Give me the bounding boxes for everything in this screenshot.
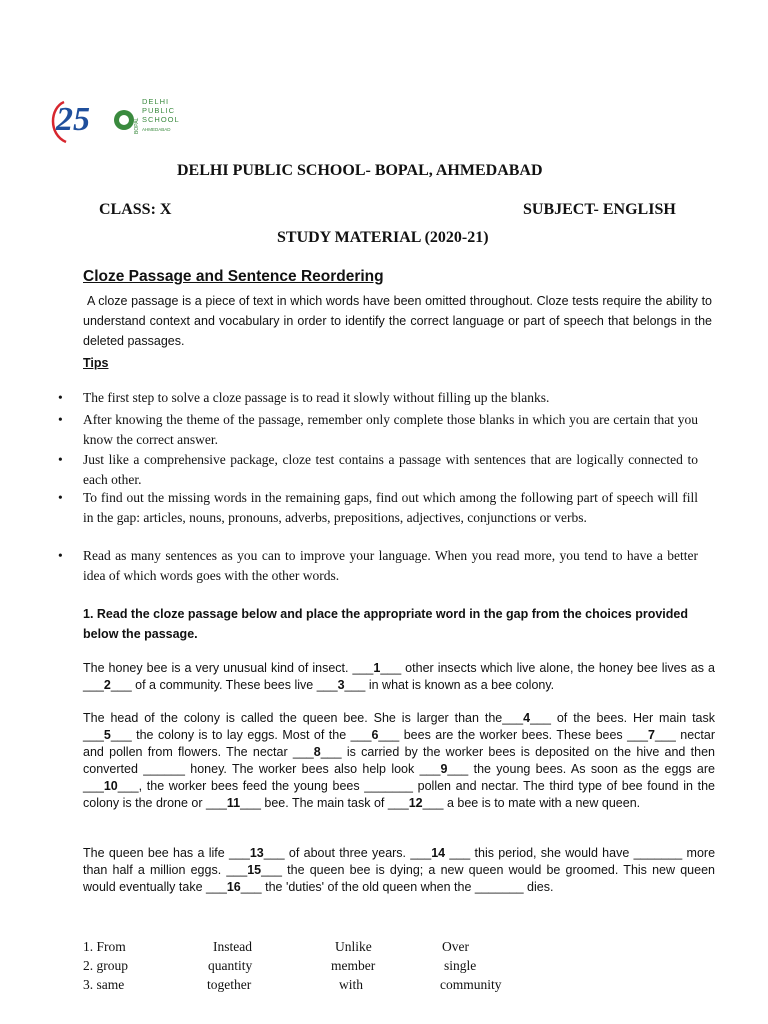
school-name: DELHI PUBLIC SCHOOL- BOPAL, AHMEDABAD [177, 162, 543, 179]
blank-number: 4 [523, 711, 531, 725]
tip-item: • The first step to solve a cloze passage is to read it slowly without filling up the blanks. [58, 388, 698, 408]
option-cell: member [331, 958, 376, 973]
bullet-icon: • [58, 390, 63, 405]
option-cell: Over [442, 939, 469, 954]
logo-vertical: BOPAL [134, 117, 140, 134]
question-heading: 1. Read the cloze passage below and place the appropriate word in the gap from the choices provided below the passage. [83, 607, 688, 641]
option-cell: Unlike [335, 939, 372, 954]
option-cell: single [444, 958, 477, 973]
section-title: Cloze Passage and Sentence Reordering [83, 268, 384, 285]
option-cell: community [440, 977, 502, 992]
blank-number: 16 [226, 880, 241, 894]
blank-number: 3 [337, 678, 345, 692]
study-material-title: STUDY MATERIAL (2020-21) [277, 229, 489, 246]
subject-label: SUBJECT- ENGLISH [523, 201, 676, 218]
logo-number: 25 [56, 101, 90, 138]
logo-line3: SCHOOL [142, 115, 180, 124]
passage-paragraph-3: The queen bee has a life ___13___ of about three years. ___14 ___ this period, she would have _______ more than half a million eggs. ___15___ the queen bee is dying; a new queen would be groomed. This new queen would eventually take ___16___ the 'duties' of the old queen when the _______ dies. [83, 846, 716, 894]
blank-number: 11 [226, 796, 241, 810]
blank-number: 13 [249, 846, 264, 860]
tip-item: • Just like a comprehensive package, cloze test contains a passage with sentences that are logically connected to each other. [58, 452, 698, 487]
logo-city: AHMEDABAD [142, 127, 171, 132]
blank-number: 7 [647, 728, 655, 742]
passage-paragraph-1: The honey bee is a very unusual kind of insect. ___1___ other insects which live alone, the honey bee lives as a ___2___ of a community. These bees live ___3___ in what is known as a bee colony. [83, 661, 715, 692]
blank-number: 8 [313, 745, 321, 759]
option-cell: 3. same [83, 977, 125, 992]
blank-number: 5 [103, 728, 111, 742]
option-cell: 2. group [83, 958, 128, 973]
logo-graphic [46, 94, 186, 146]
tip-item: • After knowing the theme of the passage, remember only complete those blanks in which you are certain that you know the correct answer. [58, 412, 698, 447]
blank-number: 2 [103, 678, 111, 692]
blank-number: 9 [440, 762, 448, 776]
logo-line2: PUBLIC [142, 106, 176, 115]
tips-heading: Tips [83, 356, 109, 370]
blank-number: 1 [373, 661, 381, 675]
logo-line1: DELHI [142, 97, 170, 106]
school-logo [46, 94, 186, 146]
blank-number: 14 [431, 846, 446, 860]
blank-number: 6 [371, 728, 379, 742]
tip-item: • To find out the missing words in the remaining gaps, find out which among the following part of speech will fill in the gap: articles, nouns, pronouns, adverbs, prepositions, adjectives, conjunctions or verbs. [58, 490, 698, 525]
option-cell: 1. From [83, 939, 126, 954]
blank-number: 10 [103, 779, 118, 793]
bullet-icon: • [58, 452, 63, 467]
intro-paragraph: A cloze passage is a piece of text in which words have been omitted throughout. Cloze tests require the ability to understand context and vocabulary in order to identify the correct language or part of speech that belongs in the deleted passages. [83, 294, 712, 348]
blank-number: 15 [247, 863, 262, 877]
option-cell: together [207, 977, 252, 992]
option-cell: with [339, 977, 364, 992]
tip-item: • Read as many sentences as you can to improve your language. When you read more, you tend to have a better idea of which words goes with the other words. [58, 548, 698, 583]
bullet-icon: • [58, 490, 63, 505]
option-cell: quantity [208, 958, 253, 973]
bullet-icon: • [58, 412, 63, 427]
passage-paragraph-2: The head of the colony is called the queen bee. She is larger than the___4___ of the bees. Her main task ___5___ the colony is to lay eggs. Most of the ___6___ bees are the worker bees. These bees ___7___ nectar and pollen from flowers. The nectar ___8___ is carried by the worker bees is deposited on the hive and then converted ______ honey. The worker bees also help look ___9___ the young bees. As soon as the eggs are ___10___, the worker bees feed the young bees _______ pollen and nectar. The third type of bee found in the colony is the drone or ___11___ bee. The main task of ___12___ a bee is to mate with a new queen. [83, 711, 716, 810]
class-label: CLASS: X [99, 201, 172, 218]
option-cell: Instead [213, 939, 252, 954]
blank-number: 12 [408, 796, 423, 810]
bullet-icon: • [58, 548, 63, 563]
